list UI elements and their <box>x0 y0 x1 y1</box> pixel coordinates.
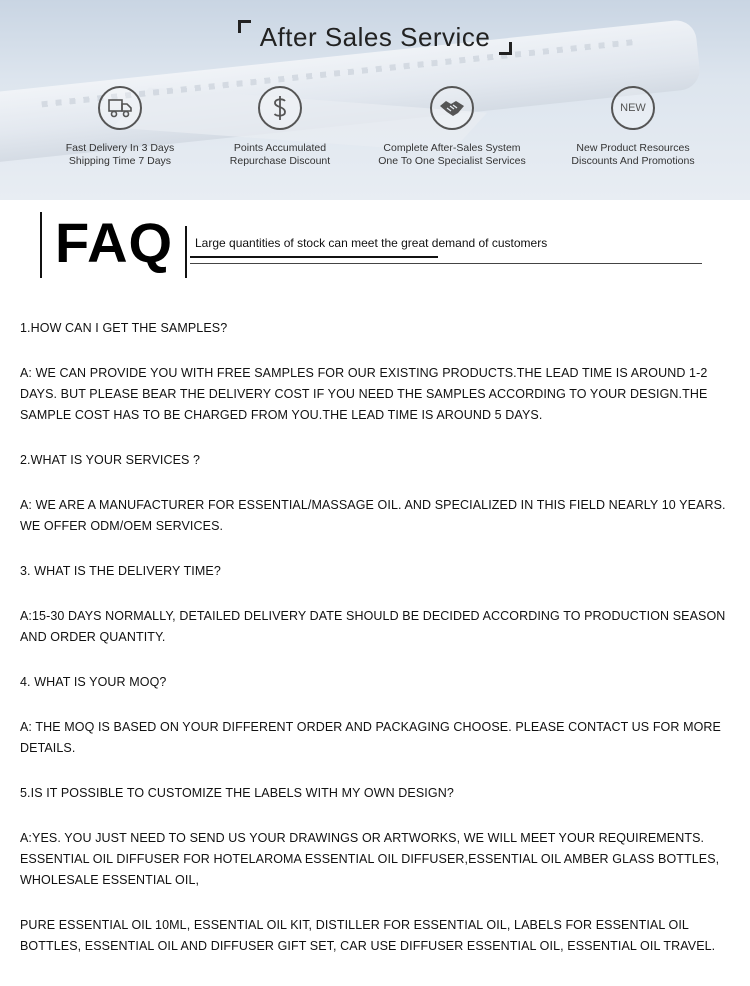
faq-question-3: 3. WHAT IS THE DELIVERY TIME? <box>20 564 221 578</box>
faq-content <box>20 318 740 957</box>
faq-rule-thin <box>190 263 702 264</box>
service-line-2: Discounts And Promotions <box>571 155 695 167</box>
faq-question-1: 1.HOW CAN I GET THE SAMPLES? <box>20 321 228 335</box>
faq-answer-3: A:15-30 DAYS NORMALLY, DETAILED DELIVERY DATE SHOULD BE DECIDED ACCORDING TO PRODUCTION SEASON AND ORDER QUANTITY. <box>20 609 726 644</box>
faq-question-5: 5.IS IT POSSIBLE TO CUSTOMIZE THE LABELS WITH MY OWN DESIGN? <box>20 786 454 800</box>
faq-rule-thick <box>190 256 438 258</box>
service-line-1: Fast Delivery In 3 Days <box>65 142 175 154</box>
new-badge-text: NEW <box>620 102 646 114</box>
banner-title-text: After Sales Service <box>259 22 491 52</box>
keyword-list: PURE ESSENTIAL OIL 10ML, ESSENTIAL OIL KIT, DISTILLER FOR ESSENTIAL OIL, LABELS FOR ESSENTIAL OIL BOTTLES, ESSENTIAL OIL AND DIFFUSER GIFT SET, CAR USE DIFFUSER ESSENTIAL OIL, ESSENTIAL OIL TRAVEL. <box>20 918 716 953</box>
faq-tagline: Large quantities of stock can meet the great demand of customers <box>195 236 548 250</box>
service-fast-delivery <box>30 86 210 168</box>
service-line-2: Shipping Time 7 Days <box>68 155 172 167</box>
service-after-sales <box>362 86 542 168</box>
bracket-right-icon <box>499 42 512 55</box>
faq-answer-1: A: WE CAN PROVIDE YOU WITH FREE SAMPLES FOR OUR EXISTING PRODUCTS.THE LEAD TIME IS AROUND 1-2 DAYS. BUT PLEASE BEAR THE DELIVERY COST IF YOU NEED THE SAMPLES ACCORDING TO YOUR DESIGN.THE SAMPLE COST HAS TO BE CHARGED FROM YOU.THE LEAD TIME IS AROUND 5 DAYS. <box>20 366 708 422</box>
service-line-2: Repurchase Discount <box>229 155 331 167</box>
service-list <box>0 86 750 176</box>
service-points <box>190 86 370 168</box>
delivery-truck-icon <box>98 86 142 130</box>
faq-question-4: 4. WHAT IS YOUR MOQ? <box>20 675 167 689</box>
service-line-2: One To One Specialist Services <box>378 155 526 167</box>
faq-answer-4: A: THE MOQ IS BASED ON YOUR DIFFERENT ORDER AND PACKAGING CHOOSE. PLEASE CONTACT US FOR MORE DETAILS. <box>20 720 721 755</box>
dollar-icon <box>258 86 302 130</box>
handshake-icon <box>430 86 474 130</box>
faq-header <box>0 212 750 282</box>
faq-answer-5: A:YES. YOU JUST NEED TO SEND US YOUR DRAWINGS OR ARTWORKS, WE WILL MEET YOUR REQUIREMENTS. <box>20 831 705 845</box>
faq-divider-bar <box>185 226 187 278</box>
banner-title-wrap <box>0 20 750 55</box>
faq-left-bar <box>40 212 42 278</box>
faq-answer-2: A: WE ARE A MANUFACTURER FOR ESSENTIAL/MASSAGE OIL. AND SPECIALIZED IN THIS FIELD NEARLY 10 YEARS. WE OFFER ODM/OEM SERVICES. <box>20 498 726 533</box>
service-line-1: New Product Resources <box>576 142 690 154</box>
faq-heading: FAQ <box>55 211 174 274</box>
bracket-left-icon <box>238 20 251 33</box>
after-sales-banner <box>0 0 750 200</box>
faq-answer-5-extra: ESSENTIAL OIL DIFFUSER FOR HOTELAROMA ESSENTIAL OIL DIFFUSER,ESSENTIAL OIL AMBER GLASS BOTTLES, WHOLESALE ESSENTIAL OIL, <box>20 852 720 887</box>
service-line-1: Complete After-Sales System <box>383 142 521 154</box>
banner-title <box>238 20 513 55</box>
service-line-1: Points Accumulated <box>233 142 327 154</box>
faq-question-2: 2.WHAT IS YOUR SERVICES ? <box>20 453 201 467</box>
service-new-products <box>543 86 723 168</box>
new-badge-icon <box>611 86 655 130</box>
